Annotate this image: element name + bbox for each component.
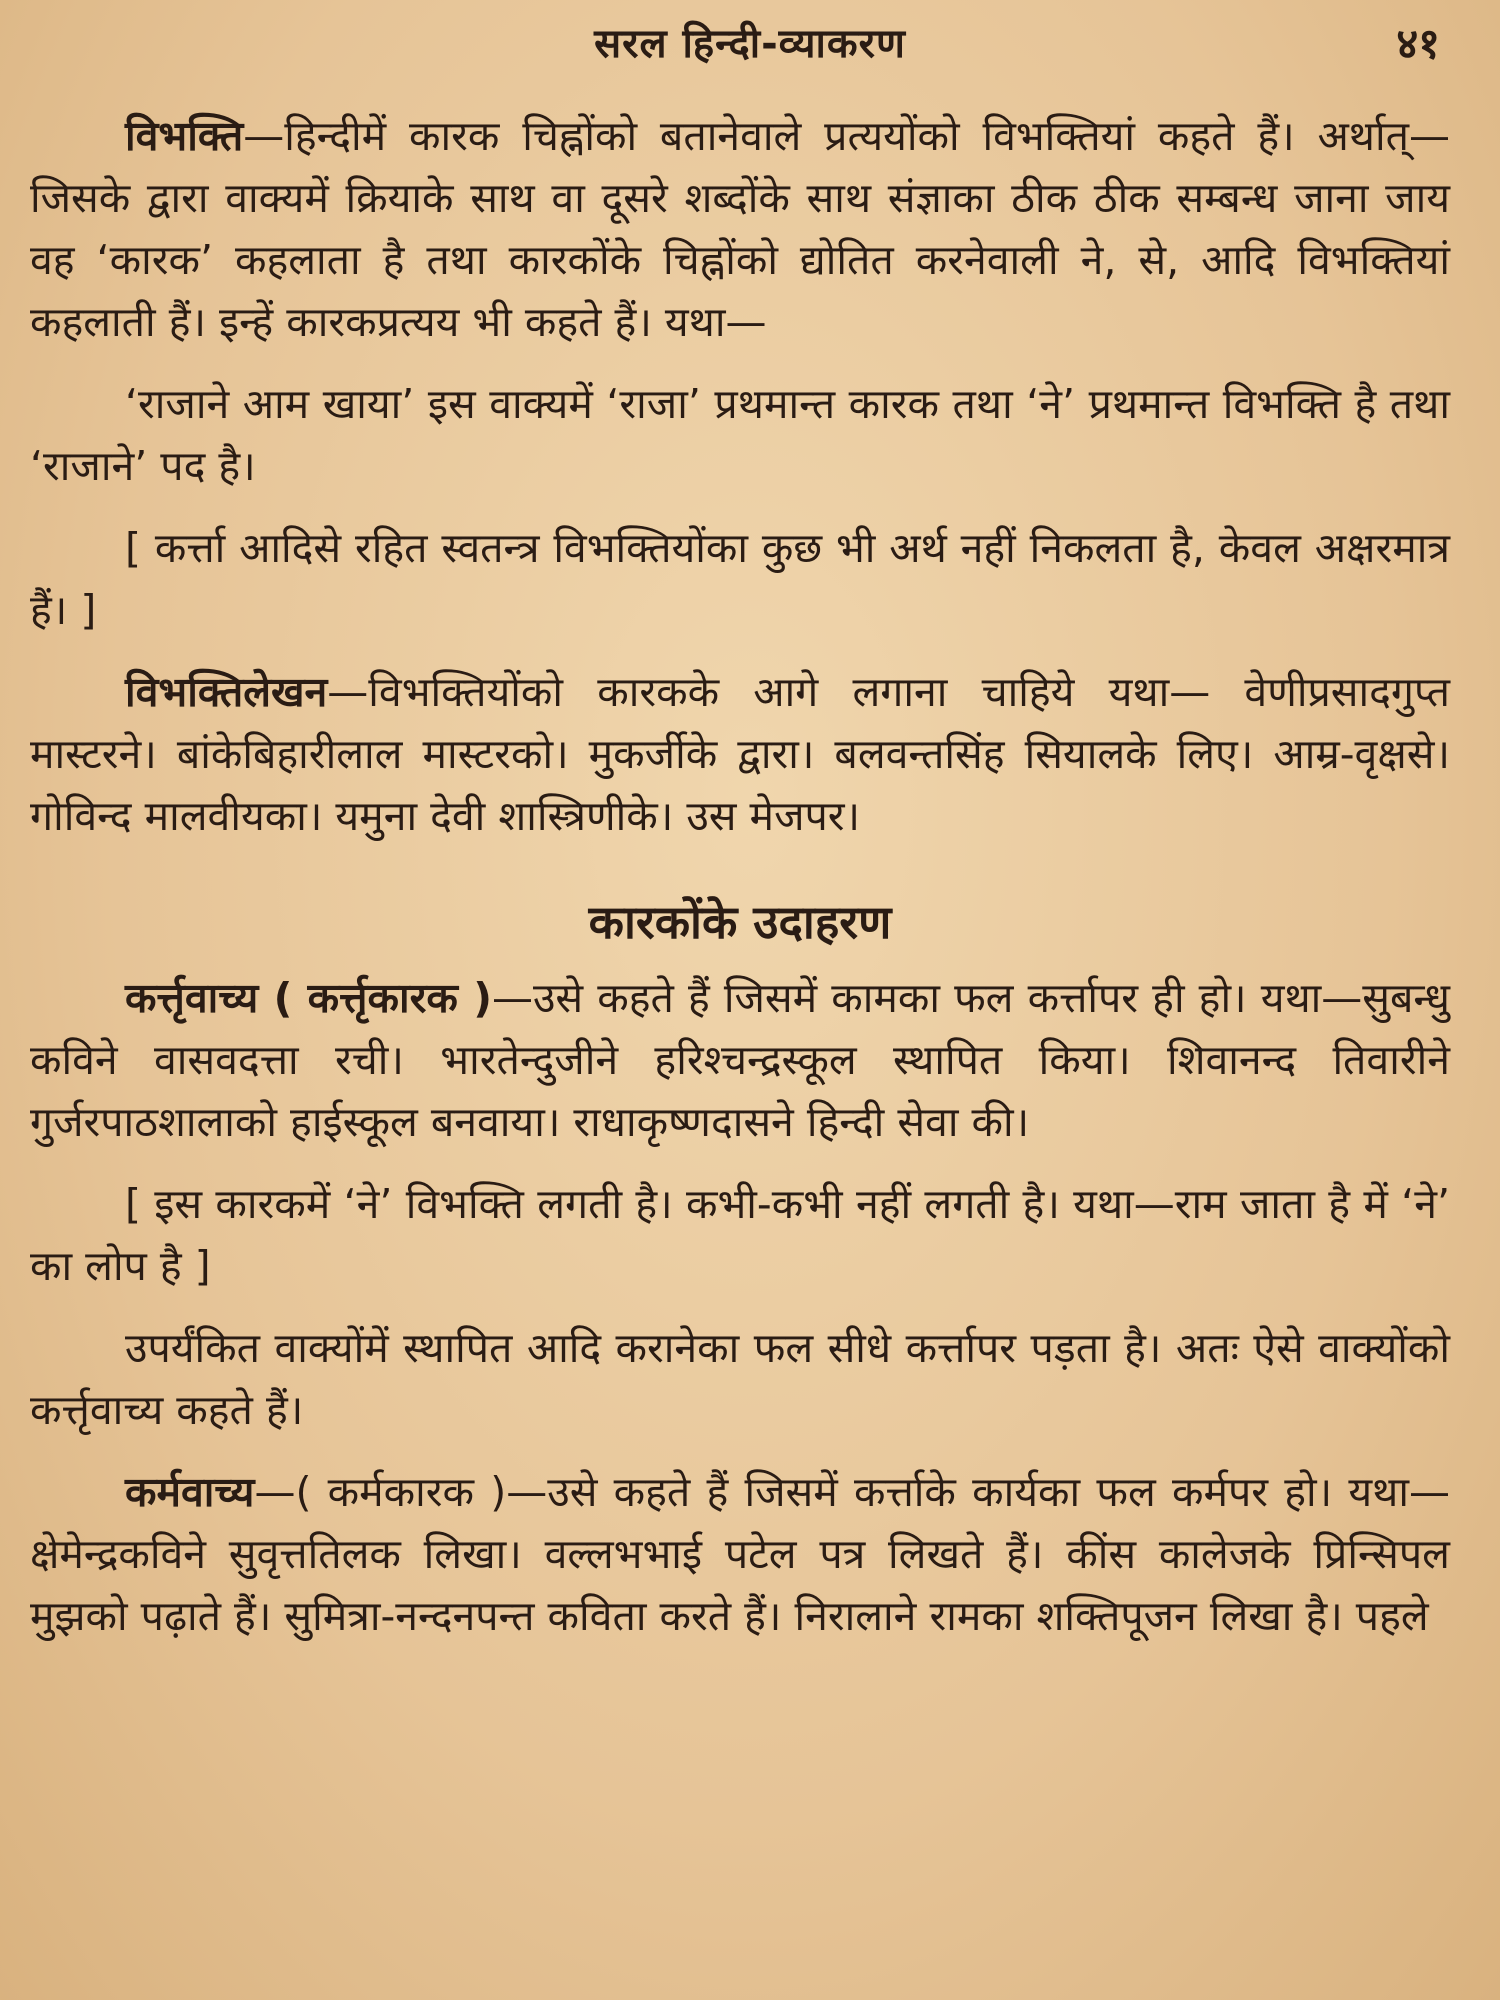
running-header: [0, 14, 1500, 74]
term-karm-vachya: कर्मवाच्य: [125, 1468, 255, 1516]
paragraph-kartri-vachya: [30, 967, 1450, 1153]
paragraph-karm-vachya: [30, 1461, 1450, 1647]
paragraph-kartri-summary: उपर्यंकित वाक्योंमें स्थापित आदि करानेका फल सीधे कर्त्तापर पड़ता है। अतः ऐसे वाक्योंको कर्त्तृवाच्य कहते हैं।: [30, 1324, 1450, 1434]
paragraph-bracket-note-1: [ कर्त्ता आदिसे रहित स्वतन्त्र विभक्तियोंका कुछ भी अर्थ नहीं निकलता है, केवल अक्षरमात्र हैं। ]: [30, 524, 1450, 634]
term-vibhakti: विभक्ति: [125, 112, 244, 160]
paragraph-vibhakti-text: —हिन्दीमें कारक चिह्नोंको बतानेवाले प्रत्ययोंको विभक्तियां कहते हैं। अर्थात्—जिसके द्वारा वाक्यमें क्रियाके साथ वा दूसरे शब्दोंके साथ संज्ञाका ठीक ठीक सम्बन्ध जाना जाय वह ‘कारक’ कहलाता है तथा कारकोंके चिह्नोंको द्योतित करनेवाली ने, से, आदि विभक्तियां कहलाती हैं। इन्हें कारकप्रत्यय भी कहते हैं। यथा—: [30, 112, 1450, 346]
page-number: ४१: [1396, 19, 1440, 68]
term-kartri-vachya: कर्त्तृवाच्य ( कर्त्तृकारक ): [125, 974, 492, 1022]
paragraph-bracket-note-2: [ इस कारकमें ‘ने’ विभक्ति लगती है। कभी-कभी नहीं लगती है। यथा—राम जाता है में ‘ने’ का लोप है ]: [30, 1180, 1450, 1290]
paragraph-vibhakti: [30, 105, 1450, 353]
paragraph-example-raja: ‘राजाने आम खाया’ इस वाक्यमें ‘राजा’ प्रथमान्त कारक तथा ‘ने’ प्रथमान्त विभक्ति है तथा ‘राजाने’ पद है।: [30, 380, 1450, 490]
running-title: सरल हिन्दी-व्याकरण: [594, 21, 906, 67]
page-body: [30, 105, 1450, 1647]
paragraph-kartri-vachya-text: —उसे कहते हैं जिसमें कामका फल कर्त्तापर ही हो। यथा—सुबन्धु कविने वासवदत्ता रची। भारतेन्दुजीने हरिश्चन्द्रस्कूल स्थापित किया। शिवानन्द तिवारीने गुर्जरपाठशालाको हाईस्कूल बनवाया। राधाकृष्णदासने हिन्दी सेवा की।: [30, 974, 1451, 1146]
paragraph-karm-vachya-text: —( कर्मकारक )—उसे कहते हैं जिसमें कर्त्ताके कार्यका फल कर्मपर हो। यथा—क्षेमेन्द्रकविने सुवृत्ततिलक लिखा। वल्लभभाई पटेल पत्र लिखते हैं। कींस कालेजके प्रिन्सिपल मुझको पढ़ाते हैं। सुमित्रा-नन्दनपन्त कविता करते हैं। निरालाने रामका शक्तिपूजन लिखा है। पहले: [30, 1468, 1450, 1640]
term-vibhakti-lekhan: विभक्तिलेखन: [125, 668, 328, 716]
paragraph-vibhakti-lekhan-text: —विभक्तियोंको कारकके आगे लगाना चाहिये यथा— वेणीप्रसादगुप्त मास्टरने। बांकेबिहारीलाल मास्टरको। मुकर्जीके द्वारा। बलवन्तसिंह सियालके लिए। आम्र-वृक्षसे। गोविन्द मालवीयका। यमुना देवी शास्त्रिणीके। उस मेजपर।: [30, 668, 1450, 840]
paragraph-vibhakti-lekhan: [30, 661, 1450, 847]
section-heading: कारकोंके उदाहरण: [588, 895, 892, 949]
